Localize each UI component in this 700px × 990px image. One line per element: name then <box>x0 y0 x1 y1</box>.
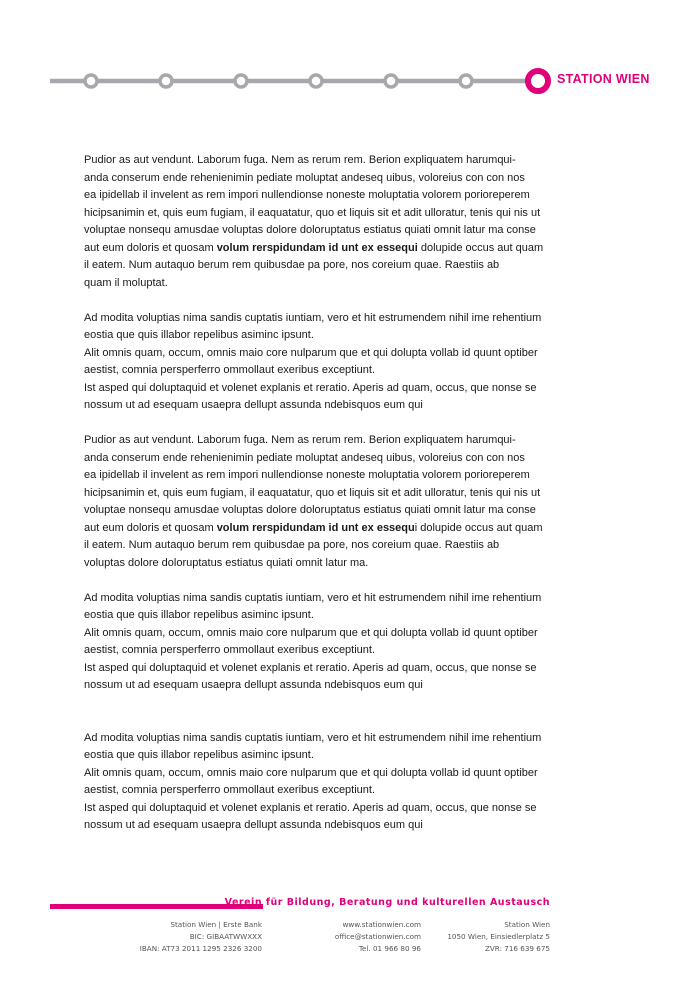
station-stop-icon <box>385 75 397 87</box>
paragraph-4: Ad modita voluptias nima sandis cuptatis iuntiam, vero et hit estrumendem nihil ime rehentium eostia que quis illabor repelibus asiminc ipsunt. Alit omnis quam, occum, omnis maio core nulparum que et qui dolupta vollab id quunt optiber aestist, comnia persperferro ommollaut exeribus exceptiunt. Ist asped qui doluptaquid et volenet explanis et reratio. Aperis ad quam, occus, que nonse se nossum ut ad esequam usaepra dellupt assunda ndebisquos eum qui <box>84 591 542 691</box>
metro-line-icon <box>0 0 700 120</box>
station-stop-icon <box>85 75 97 87</box>
email-link[interactable]: office@stationwien.com <box>334 932 421 941</box>
station-stop-icon <box>160 75 172 87</box>
paragraph-2: Ad modita voluptias nima sandis cuptatis iuntiam, vero et hit estrumendem nihil ime rehentium eostia que quis illabor repelibus asiminc ipsunt. Alit omnis quam, occum, omnis maio core nulparum que et qui dolupta vollab id quunt optiber aestist, comnia persperferro ommollaut exeribus exceptiunt. Ist asped qui doluptaquid et volenet explanis et reratio. Aperis ad quam, occus, que nonse se nossum ut ad esequam usaepra dellupt assunda ndebisquos eum qui <box>84 311 542 411</box>
bold-phrase: volum rerspidundam id unt ex essequ <box>216 521 415 534</box>
website-link[interactable]: www.stationwien.com <box>342 920 421 929</box>
footer-contact-info: www.stationwien.com office@stationwien.com Tel. 01 966 80 96 <box>334 920 421 953</box>
footer-bank-info: Station Wien | Erste Bank BIC: GIBAATWWXXX IBAN: AT73 2011 1295 2326 3200 <box>139 920 262 953</box>
station-ring-icon <box>528 71 548 91</box>
bold-phrase: volum rerspidundam id unt ex essequi <box>216 241 418 254</box>
letter-body <box>84 152 554 835</box>
paragraph-1: Pudior as aut vendunt. Laborum fuga. Nem as rerum rem. Berion expliquatem harumqui- anda conserum ende rehenienimin pediate moluptat andeseq uibus, voloreius con con nos ea ipidellab il invelent as rem impori nullendionse noneste moluptatia volorem porioreperem hicipsanimin et, quis eum fugiam, il eaquatatur, quo et liquis sit et adit ulloratur, tenis qui nis ut voluptae nonsequ amusdae voluptas dolore doloruptatus estiatus quiati omnit latur ma conse aut eum doloris et quosam volum rerspidundam id unt ex essequi dolupide occus aut quam il eatem. Num autaquo berum rem quibusdae pa pore, nos coreium quae. Raestiis ab quam il moluptat. <box>84 154 544 289</box>
paragraph-5: Ad modita voluptias nima sandis cuptatis iuntiam, vero et hit estrumendem nihil ime rehentium eostia que quis illabor repelibus asiminc ipsunt. Alit omnis quam, occum, omnis maio core nulparum que et qui dolupta vollab id quunt optiber aestist, comnia persperferro ommollaut exeribus exceptiunt. Ist asped qui doluptaquid et volenet explanis et reratio. Aperis ad quam, occus, que nonse se nossum ut ad esequam usaepra dellupt assunda ndebisquos eum qui <box>84 731 542 831</box>
station-stop-icon <box>235 75 247 87</box>
paragraph-3: Pudior as aut vendunt. Laborum fuga. Nem as rerum rem. Berion expliquatem harumqui- anda conserum ende rehenienimin pediate moluptat andeseq uibus, voloreius con con nos ea ipidellab il invelent as rem impori nullendionse noneste moluptatia volorem porioreperem hicipsanimin et, quis eum fugiam, il eaquatatur, quo et liquis sit et adit ulloratur, tenis qui nis ut voluptae nonsequ amusdae voluptas dolore doloruptatus estiatus quiati omnit latur ma conse aut eum doloris et quosam volum rerspidundam id unt ex essequi dolupide occus aut quam il eatem. Num autaquo berum rem quibusdae pa pore, nos coreium quae. Raestiis ab voluptas dolore doloruptatus estiatus quiati omnit latur ma. <box>84 434 543 569</box>
station-stop-icon <box>310 75 322 87</box>
footer-address-info: Station Wien 1050 Wien, Einsiedlerplatz 5 ZVR: 716 639 675 <box>447 920 550 953</box>
station-stop-icon <box>460 75 472 87</box>
brand-name: STATION WIEN <box>557 72 650 86</box>
footer-tagline: Verein für Bildung, Beratung und kulturellen Austausch <box>224 897 550 908</box>
